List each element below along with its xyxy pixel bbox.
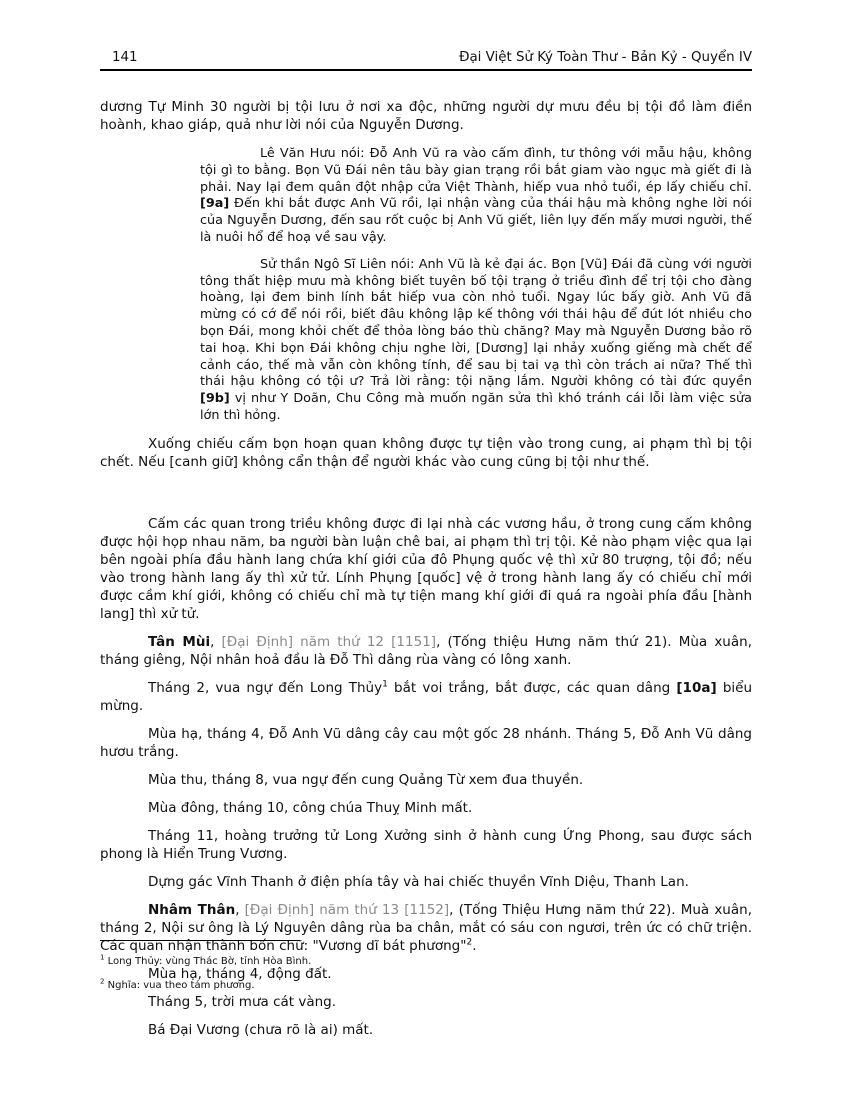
paragraph-month-11: Tháng 11, hoàng trưởng tử Long Xưởng sinh ở hành cung Ứng Phong, sau được sách phong là Hiển Trung Vương. <box>100 827 752 862</box>
page-header <box>100 48 752 68</box>
paragraph-eunuch-edict: Xuống chiếu cấm bọn hoạn quan không được tự tiện vào trong cung, ai phạm thì bị tội chết. Nếu [canh giữ] không cẩn thận để người khác vào cung cũng bị tội như thế. <box>100 435 752 470</box>
footnotes <box>100 955 752 1003</box>
commentary-le-van-huu: Lê Văn Hưu nói: Đỗ Anh Vũ ra vào cấm đình, tư thông với mẫu hậu, không tội gì to bằng. Bọn Vũ Đái nên tâu bày gian trạng rồi bắt giam vào ngục mà giết đi là phải. Nay lại đem quân đột nhập cửa Việt Thành, hiếp vua nhỏ tuổi, ép lấy chiếu chỉ. [9a] Đến khi bắt được Anh Vũ rồi, lại nhận vàng của thái hậu mà không nghe lời nói của Nguyễn Dương, đến sau rốt cuộc bị Anh Vũ giết, liên lụy đến mấy mươi người, thế là nuôi hổ để hoạ về sau vậy. <box>200 146 752 245</box>
paragraph-court-edict: Cấm các quan trong triều không được đi lại nhà các vương hầu, ở trong cung cấm không được hội họp nhau năm, ba người bàn luận chê bai, ai phạm thì trị tội. Kẻ nào phạm việc qua lại bên ngoài phía đầu hành lang chứa khí giới của đô Phụng quốc vệ thì xử 80 trượng, tội đồ; nếu vào trong hành lang ấy thì xử tử. Lính Phụng [quốc] vệ ở trong hành lang ấy có chiếu chỉ mới được cầm khí giới, không có chiếu chỉ mà tự tiện mang khí giới đi quá ra ngoài phía đầu [hành lang] thì xử tử. <box>100 515 752 622</box>
paragraph-ba-dai-vuong: Bá Đại Vương (chưa rõ là ai) mất. <box>148 1021 374 1038</box>
page-marker: [10a] <box>676 679 717 696</box>
era-label: [Đại Định] năm thứ 13 [1152] <box>244 901 450 918</box>
year-entry-nham-than: Nhâm Thân, [Đại Định] năm thứ 13 [1152], (Tống Thiệu Hưng năm thứ 22). Muà xuân, tháng 2, Nội sư ông là Lý Nguyên dâng rùa ba chân, mắt có sáu con ngươi, trên ức có chữ triện. Các quan nhận thành bốn chữ: "Vương dĩ bát phương"$^2$. <box>100 901 752 954</box>
year-entry-tan-mui: Tân Mùi, [Đại Định] năm thứ 12 [1151], (Tống thiệu Hưng năm thứ 21). Mùa xuân, tháng giêng, Nội nhân hoả đầu là Đỗ Thì dâng rùa vàng có lông xanh. <box>100 633 752 668</box>
paragraph-continued: dương Tự Minh 30 người bị tội lưu ở nơi xa độc, những người dự mưu đều bị tội đồ làm điền hoành, khao giáp, quả như lời nói của Nguyễn Dương. <box>100 99 752 133</box>
commentary-ngo-si-lien: Sử thần Ngô Sĩ Liên nói: Anh Vũ là kẻ đại ác. Bọn [Vũ] Đái đã cùng với người tông thất hiệp mưu mà không biết tuyên bố tội trạng ở triều đình để trị tội cho đàng hoàng, lại đem binh lính bắt hiếp vua còn nhỏ tuổi. Ngay lúc bấy giờ. Anh Vũ đã mừng có cớ để nói rồi, biết đâu không lập kế thông với thái hậu để đút lót nhiều cho bọn Đái, mong khỏi chết để thỏa lòng báo thù chăng? May mà Nguyễn Dương bảo rõ tai hoạ. Khi bọn Đái không chịu nghe lời, [Dương] lại nhảy xuống giếng mà chết để cảnh cáo, thế mà vẫn còn không tính, để sau bị tai vạ thì còn trách ai nữa? Thế thì thái hậu không có tội ư? Trả lời rằng: tội nặng lắm. Người không có tài đức quyền [9b] vị như Y Doãn, Chu Công mà muốn ngăn sửa thì khó tránh cái lỗi làm việc sửa lớn thì hỏng. <box>200 256 752 423</box>
paragraph-winter: Mùa đông, tháng 10, công chúa Thuỵ Minh mất. <box>148 799 473 816</box>
paragraph-month-2: Tháng 2, vua ngự đến Long Thủy$^1$ bắt voi trắng, bắt được, các quan dâng [10a] biểu mừng. <box>100 679 753 714</box>
paragraph-yellow-sand: Tháng 5, trời mưa cát vàng. <box>148 993 337 1010</box>
footnote-2: $^2$ Nghĩa: vua theo tám phương. <box>100 977 255 991</box>
paragraph-earthquake: Mùa hạ, tháng 4, động đất. <box>148 965 332 982</box>
paragraph-autumn: Mùa thu, tháng 8, vua ngự đến cung Quảng Từ xem đua thuyền. <box>148 771 584 788</box>
footnote-ref[interactable]: 1 <box>382 679 388 690</box>
header-rule <box>100 69 752 71</box>
page-marker: [9a] <box>200 196 230 212</box>
page-number: 141 <box>112 50 138 65</box>
paragraph-summer: Mùa hạ, tháng 4, Đỗ Anh Vũ dâng cây cau một gốc 28 nhánh. Tháng 5, Đỗ Anh Vũ dâng hươu trắng. <box>100 725 752 760</box>
year-name: Nhâm Thân <box>148 901 236 918</box>
era-label: [Đại Định] năm thứ 12 [1151] <box>221 633 437 650</box>
footnote-ref[interactable]: 2 <box>466 937 473 948</box>
year-name: Tân Mùi <box>148 633 211 650</box>
paragraph-vinh-thanh: Dựng gác Vĩnh Thanh ở điện phía tây và hai chiếc thuyền Vĩnh Diệu, Thanh Lan. <box>148 873 689 890</box>
running-title: Đại Việt Sử Ký Toàn Thư - Bản Kỷ - Quyển IV <box>459 50 752 65</box>
footnote-rule <box>100 940 300 941</box>
main-text <box>100 98 752 1049</box>
page-marker: [9b] <box>200 391 230 407</box>
footnote-1: $^1$ Long Thủy: vùng Thác Bờ, tỉnh Hòa Bình. <box>100 953 312 967</box>
